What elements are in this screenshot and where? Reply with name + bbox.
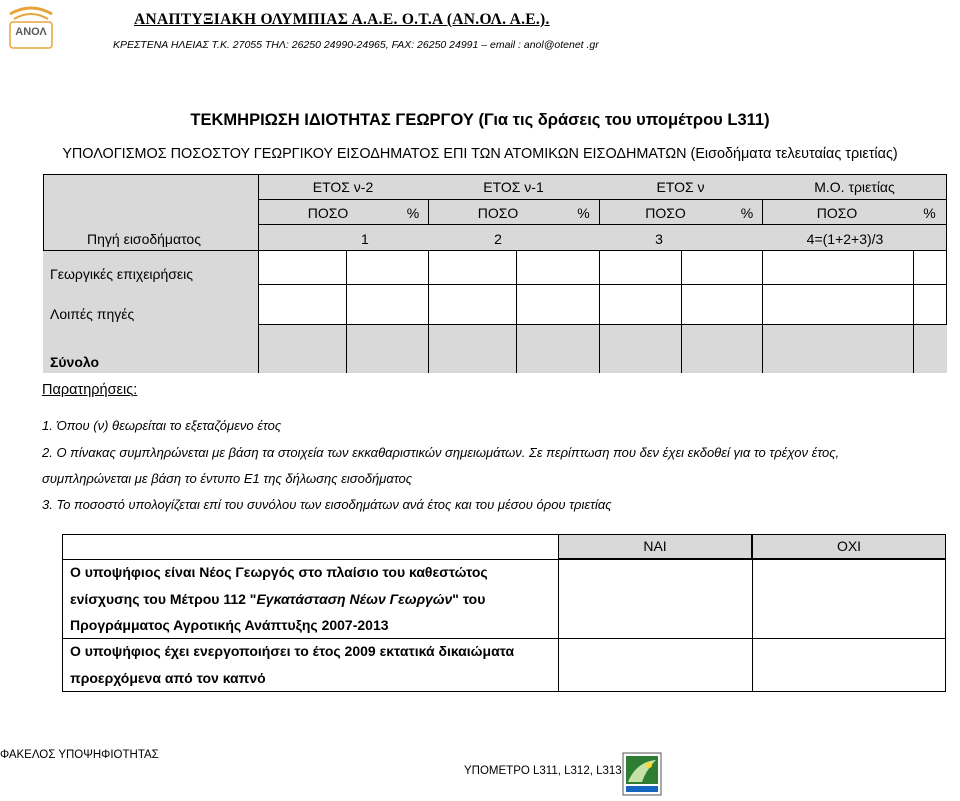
period-year-n: ΕΤΟΣ ν <box>656 179 705 195</box>
row-label-other-sources: Λοιπές πηγές <box>50 306 135 322</box>
column-number-3: 3 <box>655 231 663 247</box>
footer-application-folder: ΦΑΚΕΛΟΣ ΥΠΟΨΗΦΙΟΤΗΤΑΣ <box>0 749 159 761</box>
footer-submeasure: ΥΠΟΜΕΤΡΟ L311, L312, L313 <box>464 765 622 777</box>
note-2-continued: συμπληρώνεται με βάση το έντυπο Ε1 της δήλωσης εισοδήματος <box>42 471 413 486</box>
document-title: ΤΕΚΜΗΡΙΩΣΗ ΙΔΙΟΤΗΤΑΣ ΓΕΩΡΓΟΥ (Για τις δράσεις του υπομέτρου L311) <box>190 111 770 129</box>
column-number-2: 2 <box>494 231 502 247</box>
column-number-1: 1 <box>361 231 369 247</box>
amount-header: ΠΟΣΟ <box>307 205 349 221</box>
note-1: 1. Όπου (ν) θεωρείται το εξεταζόμενο έτος <box>42 418 282 433</box>
young-farmer-question: Ο υποψήφιος είναι Νέος Γεωργός στο πλαίσιο του καθεστώτος ενίσχυσης του Μέτρου 112 "Εγκατάσταση Νέων Γεωργών" του Προγράμματος Αγροτικής Ανάπτυξης 2007-2013 <box>70 564 488 633</box>
young-farmer-yes-cell[interactable] <box>559 560 751 637</box>
income-source-header: Πηγή εισοδήματος <box>87 231 201 247</box>
column-number-4: 4=(1+2+3)/3 <box>806 231 884 247</box>
period-year-n-2: ΕΤΟΣ ν-2 <box>312 179 374 195</box>
period-year-n-1: ΕΤΟΣ ν-1 <box>483 179 544 195</box>
document-subtitle: ΥΠΟΛΟΓΙΣΜΟΣ ΠΟΣΟΣΤΟΥ ΓΕΩΡΓΙΚΟΥ ΕΙΣΟΔΗΜΑΤΟΣ ΕΠΙ ΤΩΝ ΑΤΟΜΙΚΩΝ ΕΙΣΟΔΗΜΑΤΩΝ (Εισοδήματα τελευταίας τριετίας) <box>62 146 898 162</box>
row-label-total: Σύνολο <box>50 354 100 370</box>
tobacco-rights-no-cell[interactable] <box>753 639 945 691</box>
note-2: 2. Ο πίνακας συμπληρώνεται με βάση τα στοιχεία των εκκαθαριστικών σημειωμάτων. Σε περίπτωση που δεν έχει εκδοθεί για το τρέχον έτος, <box>42 445 840 460</box>
svg-text:ΑΝΟΛ: ΑΝΟΛ <box>15 26 47 38</box>
row-label-agricultural: Γεωργικές επιχειρήσεις <box>50 266 194 282</box>
percent-header: % <box>406 205 420 221</box>
percent-header: % <box>577 205 590 221</box>
eligibility-table <box>62 534 946 692</box>
no-label: ΟΧΙ <box>836 538 862 554</box>
tobacco-rights-yes-cell[interactable] <box>559 639 751 691</box>
income-table <box>43 174 947 373</box>
amount-header: ΠΟΣΟ <box>477 205 519 221</box>
organization-name: ΑΝΑΠΤΥΞΙΑΚΗ ΟΛΥΜΠΙΑΣ Α.Α.Ε. Ο.Τ.Α (ΑΝ.ΟΛ. Α.Ε.). <box>134 11 550 28</box>
young-farmer-no-cell[interactable] <box>753 560 945 637</box>
tobacco-rights-question: Ο υποψήφιος έχει ενεργοποιήσει το έτος 2009 εκτατικά δικαιώματα προερχόμενα από τον καπνό <box>70 643 515 686</box>
yes-label: ΝΑΙ <box>643 538 667 554</box>
leader-logo <box>622 752 662 796</box>
amount-header: ΠΟΣΟ <box>645 205 686 221</box>
organization-contact: ΚΡΕΣΤΕΝΑ ΗΛΕΙΑΣ Τ.Κ. 27055 ΤΗΛ: 26250 24990-24965, FAX: 26250 24991 – email : anol@otenet .gr <box>113 39 599 51</box>
notes-title: Παρατηρήσεις: <box>42 382 138 398</box>
organization-logo <box>4 4 58 50</box>
amount-header: ΠΟΣΟ <box>816 205 858 221</box>
percent-header: % <box>923 205 936 221</box>
period-three-year-average: Μ.Ο. τριετίας <box>814 179 895 195</box>
note-3: 3. Το ποσοστό υπολογίζεται επί του συνόλου των εισοδημάτων ανά έτος και του μέσου όρου τριετίας <box>42 497 612 512</box>
percent-header: % <box>740 205 754 221</box>
